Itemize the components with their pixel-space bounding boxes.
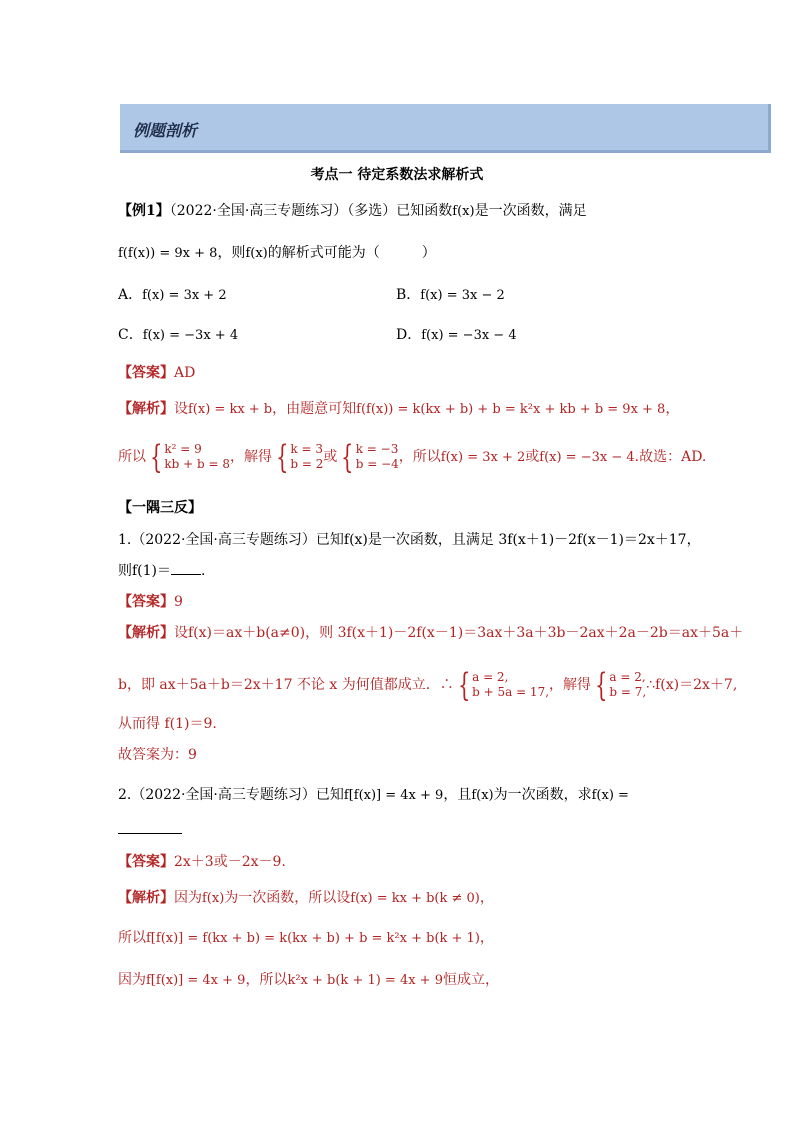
q1-line2: 则f(1)＝ .	[118, 563, 206, 579]
q2-analysis-line2: 所以f[f(x)] = f(kx + b) = k(kx + b) + b = k²x + b(k + 1)，	[118, 930, 494, 946]
q2-answer: 【答案】2x＋3或－2x－9.	[118, 854, 286, 870]
section-banner	[120, 104, 771, 153]
answer-blank	[171, 562, 201, 575]
example-question: 【例1】（2022·全国·高三专题练习）（多选）已知函数f(x)是一次函数，满足	[118, 203, 587, 219]
equation-system: { k = −3 b = −4	[341, 438, 399, 476]
q1-line1: 1.（2022·全国·高三专题练习）已知f(x)是一次函数，且满足 3f(x＋1)－2f(x－1)＝2x＋17，	[118, 532, 701, 548]
answer-blank	[118, 833, 182, 834]
q2-line1: 2.（2022·全国·高三专题练习）已知f[f(x)] = 4x + 9，且f(x)为一次函数，求f(x) =	[118, 787, 629, 803]
option-a: A．f(x) = 3x + 2	[118, 287, 227, 303]
q1-analysis-line1: 【解析】设f(x)＝ax＋b(a≠0)，则 3f(x＋1)－2f(x－1)＝3ax＋3a＋3b－2ax＋2a－2b＝ax＋5a＋	[118, 625, 744, 641]
example-condition: f(f(x)) = 9x + 8，则f(x)的解析式可能为（ ）	[118, 245, 436, 261]
q2-analysis-line3: 因为f[f(x)] = 4x + 9，所以k²x + b(k + 1) = 4x + 9恒成立，	[118, 972, 499, 988]
section-title: 考点一 待定系数法求解析式	[310, 167, 484, 183]
q1-answer: 【答案】9	[118, 594, 183, 610]
example-analysis-line2: 所以 { k² = 9 kb + b = 8 ，解得 { k = 3 b = 2 或 { k = −3 b = −4 ，所以f(x) = 3x + 2或f(x) = −3x − 4.故选：AD.	[118, 438, 707, 476]
equation-system: { a = 2, b + 5a = 17,	[457, 666, 550, 704]
option-b: B．f(x) = 3x − 2	[396, 287, 505, 303]
q2-analysis-line1: 【解析】因为f(x)为一次函数，所以设f(x) = kx + b(k ≠ 0)，	[118, 890, 494, 906]
banner-title: 例题剖析	[133, 121, 198, 140]
q1-analysis-line2: b，即 ax＋5a＋b＝2x＋17 不论 x 为何值都成立．∴ { a = 2, b + 5a = 17, ，解得 { a = 2, b = 7, ∴f(x)＝2x＋7,	[118, 666, 738, 704]
example-analysis-line1: 【解析】设f(x) = kx + b，由题意可知f(f(x)) = k(kx + b) + b = k²x + kb + b = 9x + 8，	[118, 401, 680, 417]
option-c: C．f(x) = −3x + 4	[118, 327, 239, 343]
equation-system: { k² = 9 kb + b = 8	[150, 438, 230, 476]
equation-system: { k = 3 b = 2	[276, 438, 324, 476]
q1-analysis-line4: 故答案为：9	[118, 747, 197, 763]
option-d: D．f(x) = −3x − 4	[396, 327, 517, 343]
practice-heading: 【一隅三反】	[118, 500, 202, 516]
q1-analysis-line3: 从而得 f(1)＝9.	[118, 716, 217, 732]
equation-system: { a = 2, b = 7,	[595, 666, 647, 704]
example-answer: 【答案】AD	[118, 365, 196, 381]
